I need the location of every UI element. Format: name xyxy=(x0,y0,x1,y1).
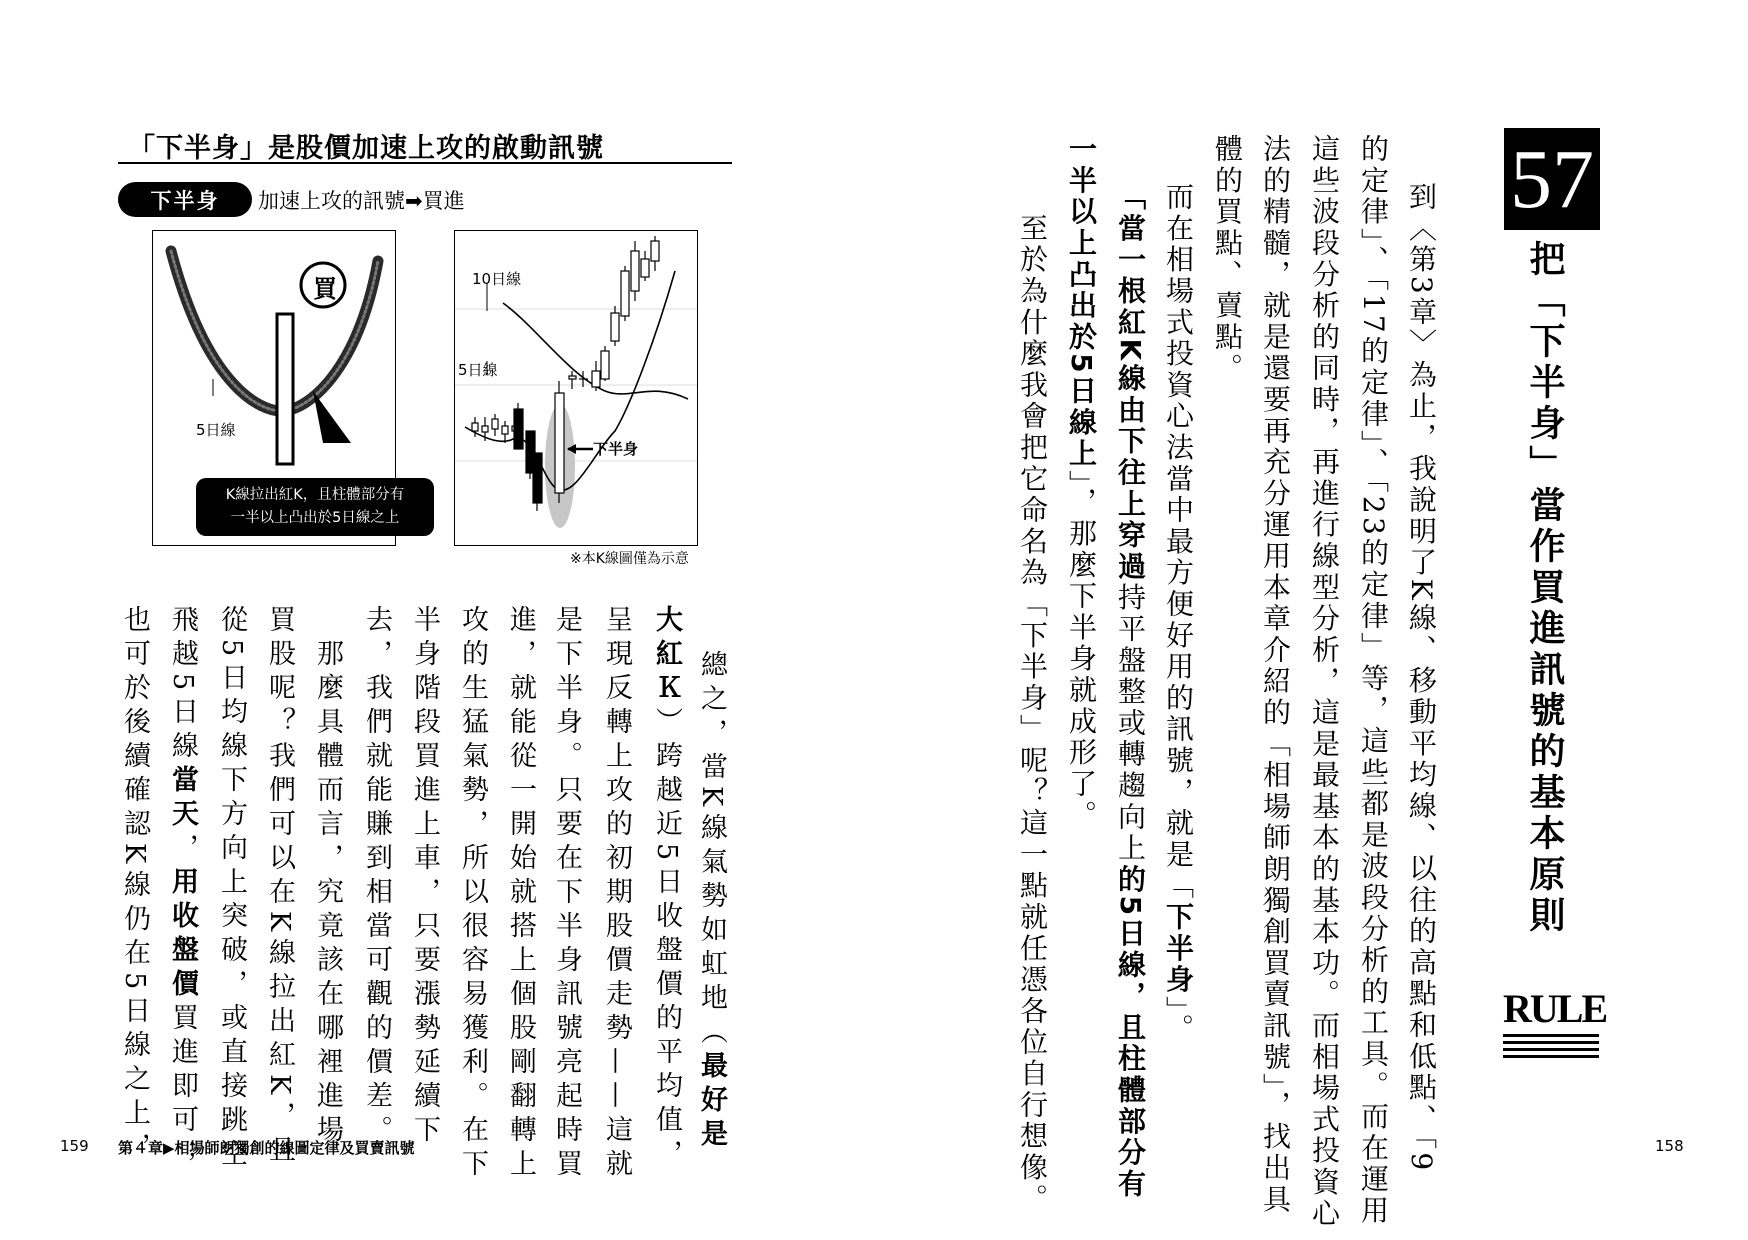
left-body-col-1: 總之，當K線氣勢如虹地（最好是 xyxy=(696,650,727,1154)
right-body-col-2: 的定律」、「17的定律」、「23的定律」等，這些都是波段分析的工具。而在運用 xyxy=(1357,134,1390,1227)
rule-logo-text: RULE xyxy=(1503,986,1607,1031)
left-body-col-9: 那麼具體而言，究竟該在哪裡進場 xyxy=(312,605,343,1149)
pointer-label: 下半身 xyxy=(593,440,639,458)
callout-box xyxy=(196,478,434,536)
left-body-col-3: 呈現反轉上攻的初期股價走勢——這就 xyxy=(601,605,632,1183)
callout-line-2: 一半以上凸出於5日線之上 xyxy=(230,510,400,526)
left-body-col-10: 買股呢？我們可以在K線拉出紅K，且 xyxy=(264,605,295,1170)
left-body-col-13: 也可於後續確認K線仍在5日線之上， xyxy=(119,605,150,1167)
left-body-col-12: 飛越5日線當天，用收盤價買進即可； xyxy=(167,605,198,1174)
rule-title: 把「下半身」當作買進訊號的基本原則 xyxy=(1524,240,1565,937)
ma10-label: 10日線 xyxy=(472,270,522,288)
right-body-col-8: 一半以上凸出於5日線上」，那麼下半身就成形了。 xyxy=(1065,134,1098,832)
right-body-col-9: 至於為什麼我會把它命名為「下半身」呢？這一點就任憑各位自行想像。 xyxy=(1016,182,1049,1215)
buy-mark: 買 xyxy=(313,275,337,303)
right-body-col-4: 法的精髓，就是還要再充分運用本章介紹的「相場師朗獨創買賣訊號」，找出具 xyxy=(1259,134,1292,1216)
left-body-col-6: 攻的生猛氣勢，所以很容易獲利。在下 xyxy=(457,605,488,1183)
left-body-col-7: 半身階段買進上車，只要漲勢延續下 xyxy=(409,605,440,1149)
section-title-rule xyxy=(118,162,732,164)
ma5-thick-curve xyxy=(171,251,378,411)
ma5-label-left: 5日線 xyxy=(196,421,236,439)
right-body-col-5: 體的買點、賣點。 xyxy=(1211,134,1244,385)
running-head: 第４章▶相場師朗獨創的線圖定律及買賣訊號 xyxy=(118,1139,415,1157)
rule-number-box: 57 xyxy=(1504,128,1600,230)
left-body-col-11: 從5日均線下方向上突破，或直接跳空 xyxy=(216,605,247,1174)
callout-line-1: K線拉出紅K，且柱體部分有 xyxy=(225,487,405,503)
signal-pill-caption: 加速上攻的訊號➡買進 xyxy=(258,189,465,213)
left-body-col-4: 是下半身。只要在下半身訊號亮起時買 xyxy=(551,605,582,1183)
left-body-col-5: 進，就能從一開始就搭上個股剛翻轉上 xyxy=(505,605,536,1183)
figure-note: ※本K線圖僅為示意 xyxy=(570,551,689,567)
rule-logo xyxy=(1503,985,1607,1058)
right-body-col-7: 「當一根紅K線由下往上穿過持平盤整或轉趨向上的5日線，且柱體部分有 xyxy=(1114,182,1147,1201)
signal-pill-label: 下半身 xyxy=(118,182,252,217)
page-number-right: 158 xyxy=(1655,1137,1684,1155)
page-number-left: 159 xyxy=(60,1137,89,1155)
right-body-col-6: 而在相場式投資心法當中最方便好用的訊號，就是「下半身」。 xyxy=(1162,182,1195,1045)
left-body-col-2: 大紅Ｋ）跨越近5日收盤價的平均值， xyxy=(651,605,682,1174)
ma5-label-right: 5日線 xyxy=(458,361,498,379)
left-body-col-8: 去，我們就能賺到相當可觀的價差。 xyxy=(361,605,392,1149)
right-body-col-3: 這些波段分析的同時，再進行線型分析，這是最基本的基本功。而相場式投資心 xyxy=(1308,134,1341,1230)
section-title: 「下半身」是股價加速上攻的啟動訊號 xyxy=(128,133,604,164)
k-bar xyxy=(277,314,293,464)
right-body-col-1: 到〈第3章〉為止，我說明了K線、移動平均線、以往的高點和低點、「9 xyxy=(1405,182,1438,1174)
